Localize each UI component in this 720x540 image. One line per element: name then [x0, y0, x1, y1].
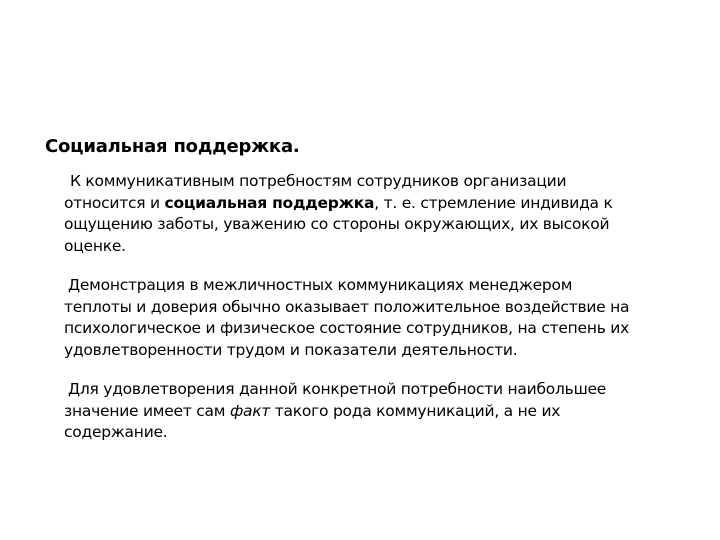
text-run: такого рода коммуникаций, а не их: [270, 401, 561, 420]
paragraph-satisfaction: [64, 379, 690, 444]
text-run: ощущению заботы, уважению со стороны окружающих, их высокой: [64, 215, 610, 233]
text-run: удовлетворенности трудом и показатели деятельности.: [64, 340, 518, 359]
text-run: психологическое и физическое состояние сотрудников, на степень их: [64, 319, 630, 337]
slide-title: Социальная поддержка.: [45, 136, 300, 157]
text-run: относится и: [64, 193, 165, 212]
paragraph-line: [64, 340, 690, 362]
paragraph-line: [64, 379, 690, 401]
paragraph-line: [64, 297, 690, 319]
paragraph-line: [64, 236, 690, 258]
text-run: , т. е. стремление индивида к: [374, 193, 613, 212]
text-run: теплоты и доверия обычно оказывает положительное воздействие на: [64, 297, 630, 316]
paragraph-line: [64, 171, 690, 193]
paragraph-line: [64, 422, 690, 444]
text-run: содержание.: [64, 423, 168, 441]
bold-term: социальная поддержка: [164, 193, 375, 212]
italic-term: факт: [229, 401, 271, 420]
paragraph-line: [64, 401, 690, 423]
paragraph-line: [64, 214, 690, 236]
text-run: Демонстрация в межличностных коммуникациях менеджером: [68, 276, 573, 294]
paragraph-demonstration: [64, 275, 690, 361]
text-run: К коммуникативным потребностям сотрудников организации: [70, 172, 567, 190]
text-run: значение имеет сам: [64, 401, 230, 420]
paragraph-social-support: [64, 171, 690, 257]
paragraph-line: [64, 193, 690, 215]
paragraph-line: [64, 275, 690, 297]
text-run: Для удовлетворения данной конкретной потребности наибольшее: [68, 380, 607, 398]
text-run: оценке.: [64, 236, 126, 255]
paragraph-line: [64, 318, 690, 340]
